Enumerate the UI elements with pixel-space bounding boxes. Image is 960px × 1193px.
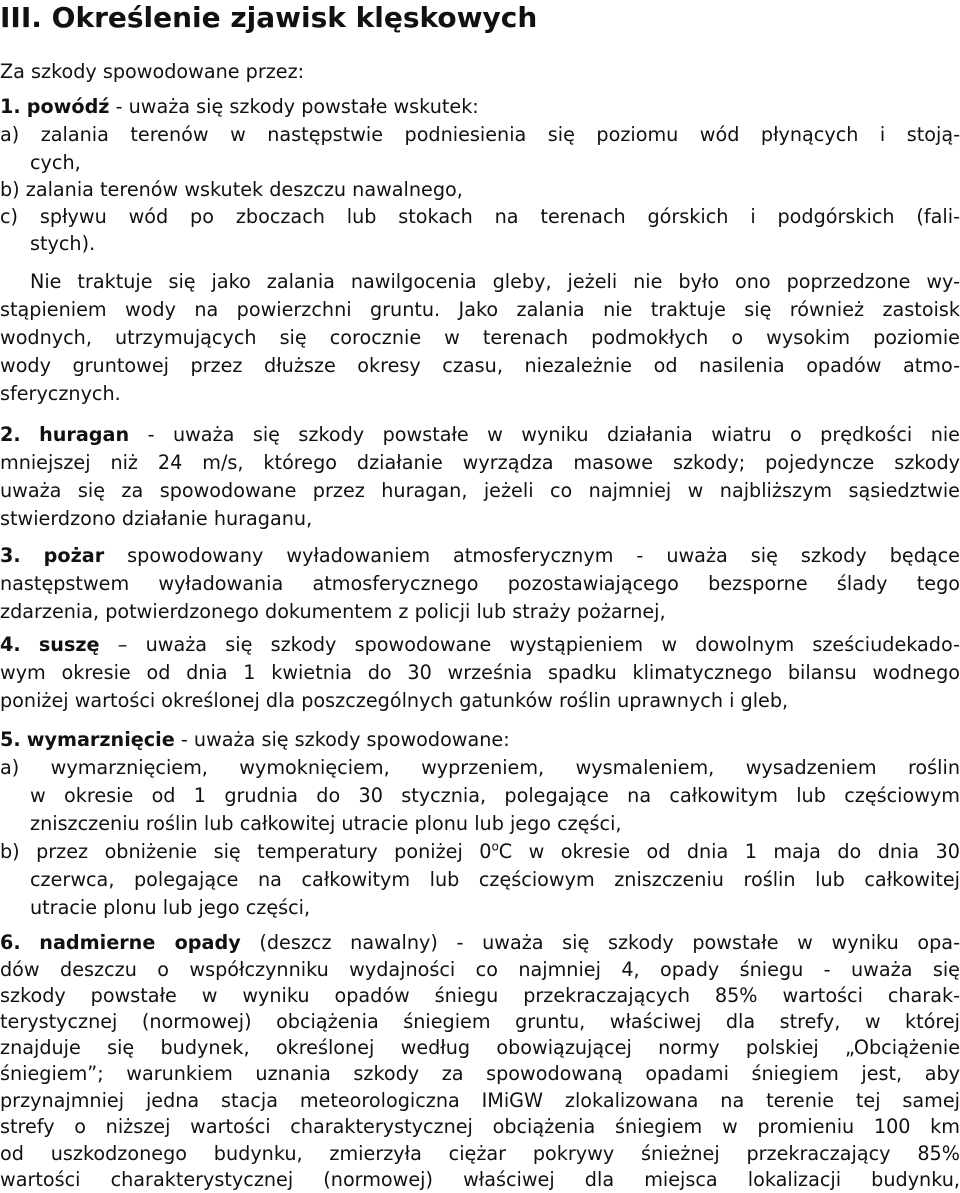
item-wymarzniecie-a-3: zniszczeniu roślin lub całkowitej utracie plonu lub jego części,: [30, 812, 622, 835]
item-term: huragan: [39, 423, 130, 446]
section-title: III. Określenie zjawisk klęskowych: [0, 1, 538, 34]
item-huragan-1: 2. huragan - uważa się szkody powstałe w wyniku działania wiatru o prędkości nie: [0, 423, 960, 446]
item-susza-2: wym okresie od dnia 1 kwietnia do 30 września spadku klimatycznego bilansu wodnego: [0, 661, 960, 684]
item-number: 1.: [0, 95, 21, 118]
item-opady-10: wartości charakterystycznej (normowej) właściwej dla miejsca lokalizacji budynku,: [0, 1168, 960, 1191]
item-powodz-heading: [0, 94, 479, 120]
item-opady-1: 6. nadmierne opady (deszcz nawalny) - uważa się szkody powstałe w wyniku opa-: [0, 931, 960, 954]
item-term: nadmierne opady: [39, 931, 241, 954]
item-powodz-a: a) zalania terenów w następstwie podniesienia się poziomu wód płynących i stoją-: [0, 123, 960, 146]
item-wymarzniecie-b-1: b) przez obniżenie się temperatury poniżej 0$^o$C w okresie od dnia 1 maja do dnia 30: [0, 839, 960, 863]
item-term: powódź: [26, 95, 110, 118]
item-powodz-a-cont: cych,: [30, 151, 81, 174]
item-opady-5: znajduje się budynek, określonej według obowiązującej normy polskiej „Obciążenie: [0, 1036, 960, 1059]
item-wymarzniecie-a-2: w okresie od 1 grudnia do 30 stycznia, polegające na całkowitym lub częściowym: [30, 784, 960, 807]
item-opady-4: terystycznej (normowej) obciążenia śniegiem gruntu, właściwej dla strefy, w której: [0, 1010, 960, 1033]
item-huragan-2: mniejszej niż 24 m/s, którego działanie wyrządza masowe szkody; pojedyncze szkody: [0, 451, 960, 474]
item-powodz-c: c) spływu wód po zboczach lub stokach na terenach górskich i podgórskich (fali-: [0, 205, 960, 228]
item-pozar-1: 3. pożar spowodowany wyładowaniem atmosferycznym - uważa się szkody będące: [0, 544, 960, 567]
item-opady-7: przynajmniej jedna stacja meteorologiczna IMiGW zlokalizowana na terenie tej samej: [0, 1089, 960, 1112]
item-powodz-note-2: stąpieniem wody na powierzchni gruntu. Jako zalania nie traktuje się również zastoisk: [0, 298, 960, 321]
item-susza-3: poniżej wartości określonej dla poszczególnych gatunków roślin uprawnych i gleb,: [0, 689, 789, 712]
item-powodz-note-4: wody gruntowej przez dłuższe okresy czasu, niezależnie od nasilenia opadów atmo-: [0, 354, 960, 377]
item-huragan-4: stwierdzono działanie huraganu,: [0, 507, 313, 530]
item-powodz-note-3: wodnych, utrzymujących się corocznie w terenach podmokłych o wysokim poziomie: [0, 326, 960, 349]
intro-text: Za szkody spowodowane przez:: [0, 60, 305, 83]
item-powodz-note-5: sferycznych.: [0, 382, 121, 405]
item-pozar-3: zdarzenia, potwierdzonego dokumentem z policji lub straży pożarnej,: [0, 600, 666, 623]
item-wymarzniecie-heading: 5. wymarznięcie - uważa się szkody spowodowane:: [0, 728, 510, 751]
item-wymarzniecie-b-2: czerwca, polegające na całkowitym lub częściowym zniszczeniu roślin lub całkowitej: [30, 868, 960, 891]
item-wymarzniecie-a-1: a) wymarznięciem, wymoknięciem, wyprzeniem, wysmaleniem, wysadzeniem roślin: [0, 756, 960, 779]
item-opady-8: strefy o niższej wartości charakterystycznej obciążenia śniegiem w promieniu 100 km: [0, 1115, 960, 1138]
item-opady-9: od uszkodzonego budynku, zmierzyła ciężar pokrywy śnieżnej przekraczający 85%: [0, 1142, 960, 1165]
item-susza-1: 4. suszę – uważa się szkody spowodowane wystąpieniem w dowolnym sześciudekado-: [0, 633, 960, 656]
item-powodz-b: b) zalania terenów wskutek deszczu nawalnego,: [0, 178, 463, 201]
item-term: wymarznięcie: [26, 728, 175, 751]
item-opady-6: śniegiem”; warunkiem uznania szkody za spowodowaną opadami śniegiem jest, aby: [0, 1062, 960, 1085]
item-powodz-note-1: Nie traktuje się jako zalania nawilgocenia gleby, jeżeli nie było ono poprzedzone wy-: [30, 270, 960, 293]
item-lead: - uważa się szkody powstałe wskutek:: [109, 95, 479, 118]
item-term: pożar: [43, 544, 105, 567]
item-huragan-3: uważa się za spowodowane przez huragan, jeżeli co najmniej w najbliższym sąsiedztwie: [0, 479, 960, 502]
item-pozar-2: następstwem wyładowania atmosferycznego pozostawiającego bezsporne ślady tego: [0, 572, 960, 595]
item-opady-3: szkody powstałe w wyniku opadów śniegu przekraczających 85% wartości charak-: [0, 984, 960, 1007]
item-opady-2: dów deszczu o współczynniku wydajności co najmniej 4, opady śniegu - uważa się: [0, 958, 960, 981]
item-powodz-c-cont: stych).: [30, 232, 96, 255]
item-wymarzniecie-b-3: utracie plonu lub jego części,: [30, 896, 311, 919]
item-term: suszę: [38, 633, 100, 656]
